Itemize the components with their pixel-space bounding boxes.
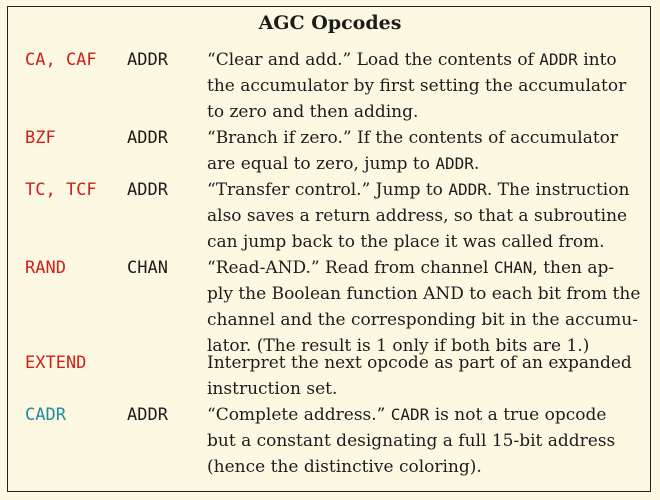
opcode-description: [207, 350, 639, 402]
code-token: ADDR: [435, 154, 474, 173]
code-token: CHAN: [493, 258, 533, 277]
opcode-mnemonic: CA, CAF: [25, 50, 97, 70]
description-line: “Transfer control.” Jump to ADDR. The instruction: [207, 180, 630, 200]
description-line: (hence the distinctive coloring).: [207, 457, 482, 477]
opcode-mnemonic: BZF: [25, 128, 56, 148]
opcode-operand: ADDR: [127, 50, 168, 70]
description-line: to zero and then adding.: [207, 102, 419, 122]
opcode-description: [207, 177, 639, 255]
description-line: are equal to zero, jump to ADDR.: [207, 154, 480, 174]
opcode-description: [207, 402, 639, 480]
opcode-description: [207, 255, 639, 359]
opcode-description: [207, 47, 639, 125]
description-line: Interpret the next opcode as part of an expanded: [207, 353, 632, 373]
opcode-mnemonic: RAND: [25, 258, 66, 278]
code-token: ADDR: [448, 180, 487, 199]
opcode-mnemonic: CADR: [25, 405, 66, 425]
code-token: ADDR: [539, 50, 578, 69]
description-line: the accumulator by first setting the accumulator: [207, 76, 627, 96]
opcode-description: [207, 125, 639, 177]
description-line: channel and the corresponding bit in the accumu-: [207, 310, 638, 330]
description-line: also saves a return address, so that a subroutine: [207, 206, 628, 226]
description-line: lator. (The result is 1 only if both bits are 1.): [207, 336, 590, 356]
description-line: ply the Boolean function AND to each bit from the: [207, 284, 641, 304]
description-line: “Read-AND.” Read from channel CHAN, then ap-: [207, 258, 615, 278]
opcode-mnemonic: TC, TCF: [25, 180, 97, 200]
description-line: instruction set.: [207, 379, 338, 399]
description-line: “Branch if zero.” If the contents of accumulator: [207, 128, 619, 148]
description-line: but a constant designating a full 15-bit address: [207, 431, 616, 451]
table-title: AGC Opcodes: [258, 12, 402, 34]
description-line: “Clear and add.” Load the contents of ADDR into: [207, 50, 617, 70]
opcode-operand: ADDR: [127, 128, 168, 148]
opcode-mnemonic: EXTEND: [25, 353, 87, 373]
description-line: can jump back to the place it was called from.: [207, 232, 605, 252]
description-line: “Complete address.” CADR is not a true opcode: [207, 405, 607, 425]
opcode-operand: ADDR: [127, 405, 168, 425]
code-token: CADR: [390, 405, 430, 424]
opcode-operand: ADDR: [127, 180, 168, 200]
opcode-operand: CHAN: [127, 258, 168, 278]
